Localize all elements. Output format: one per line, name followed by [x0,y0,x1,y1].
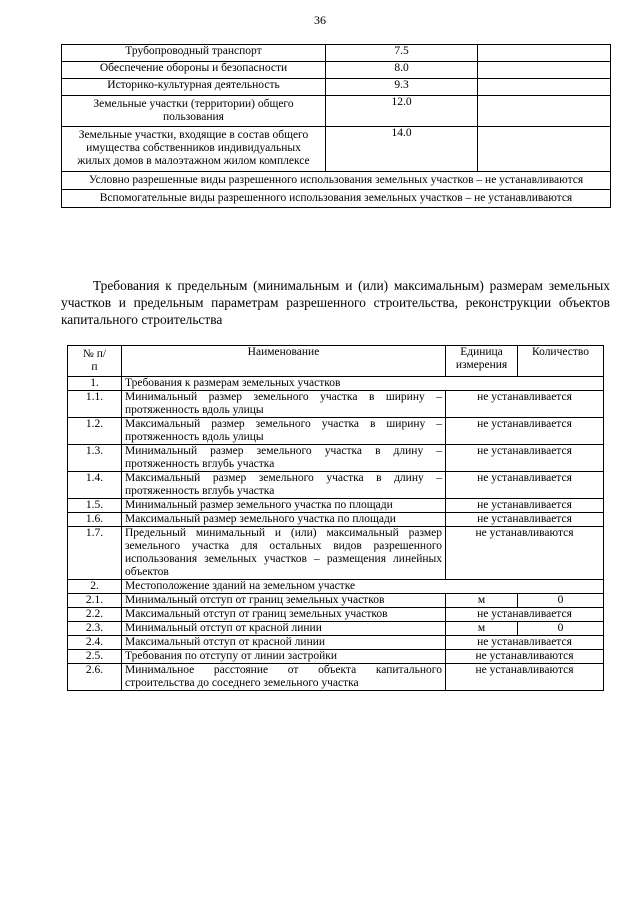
param-value: не устанавливается [446,608,604,622]
param-value: не устанавливается [446,499,604,513]
row-number: 2.5. [68,650,122,664]
param-value: не устанавливаются [446,650,604,664]
row-number: 1. [68,377,122,391]
param-value: не устанавливается [446,445,604,472]
row-number: 2.3. [68,622,122,636]
param-value: не устанавливается [446,391,604,418]
param-value: не устанавливается [446,418,604,445]
section-title: Местоположение зданий на земельном участке [122,580,604,594]
section-row [68,580,604,594]
table-row [62,79,611,96]
use-name: Обеспечение обороны и безопасности [62,62,326,79]
param-name: Максимальный размер земельного участка по площади [122,513,446,527]
use-code: 8.0 [326,62,478,79]
table-row [62,96,611,127]
table-row [68,608,604,622]
param-name: Минимальное расстояние от объекта капитального строительства до соседнего земельного участка [122,664,446,691]
use-code: 12.0 [326,96,478,127]
use-name: Трубопроводный транспорт [62,45,326,62]
table-row [68,445,604,472]
use-name: Земельные участки, входящие в состав общего имущества собственников индивидуальных жилых домов в малоэтажном жилом комплексе [62,127,326,172]
param-name: Минимальный отступ от красной линии [122,622,446,636]
param-value: не устанавливаются [446,527,604,580]
land-use-table [61,44,611,208]
header-num: № п/п [68,346,122,377]
param-name: Минимальный размер земельного участка в ширину – протяженность вдоль улицы [122,391,446,418]
row-number: 2.6. [68,664,122,691]
param-value: не устанавливается [446,513,604,527]
row-number: 1.7. [68,527,122,580]
param-name: Требования по отступу от линии застройки [122,650,446,664]
table-row [68,636,604,650]
row-number: 2.1. [68,594,122,608]
table-row [68,391,604,418]
table-header-row [68,346,604,377]
table-row [68,513,604,527]
conditional-uses-note: Условно разрешенные виды разрешенного использования земельных участков – не устанавливаются [62,172,611,190]
param-name: Предельный минимальный и (или) максимальный размер земельного участка для остальных видов разрешенного использования земельных участков – размещения линейных объектов [122,527,446,580]
row-number: 1.6. [68,513,122,527]
header-unit: Единица измерения [446,346,518,377]
param-name: Максимальный размер земельного участка в длину – протяженность вглубь участка [122,472,446,499]
param-name: Максимальный размер земельного участка в ширину – протяженность вдоль улицы [122,418,446,445]
table-row [68,499,604,513]
table-row [62,127,611,172]
param-qty: 0 [518,594,604,608]
table-row [68,650,604,664]
row-number: 1.1. [68,391,122,418]
row-number: 2.2. [68,608,122,622]
param-qty: 0 [518,622,604,636]
auxiliary-uses-note: Вспомогательные виды разрешенного использования земельных участков – не устанавливаются [62,190,611,208]
use-code: 7.5 [326,45,478,62]
table-row [68,622,604,636]
param-name: Минимальный отступ от границ земельных участков [122,594,446,608]
param-name: Максимальный отступ от красной линии [122,636,446,650]
row-number: 1.5. [68,499,122,513]
param-value: не устанавливаются [446,664,604,691]
table-row [68,472,604,499]
parameters-table [67,345,604,691]
param-name: Максимальный отступ от границ земельных участков [122,608,446,622]
table-row [68,527,604,580]
param-unit: м [446,622,518,636]
table-row [68,418,604,445]
table-row [62,62,611,79]
table-row [62,45,611,62]
param-value: не устанавливается [446,636,604,650]
section-row [68,377,604,391]
table-row [62,190,611,208]
param-name: Минимальный размер земельного участка в длину – протяженность вглубь участка [122,445,446,472]
table-row [68,664,604,691]
row-number: 2. [68,580,122,594]
use-code: 9.3 [326,79,478,96]
table-row [68,594,604,608]
use-code: 14.0 [326,127,478,172]
row-number: 1.4. [68,472,122,499]
param-name: Минимальный размер земельного участка по площади [122,499,446,513]
page-number: 36 [314,13,326,27]
use-name: Земельные участки (территории) общего пользования [62,96,326,127]
section-title: Требования к размерам земельных участков [122,377,604,391]
row-number: 1.3. [68,445,122,472]
requirements-paragraph: Требования к предельным (минимальным и (или) максимальным) размерам земельных участков и предельным параметрам разрешенного строительства, реконструкции объектов капитального строительства [61,278,610,327]
header-name: Наименование [122,346,446,377]
table-row [62,172,611,190]
header-qty: Количество [518,346,604,377]
row-number: 1.2. [68,418,122,445]
param-unit: м [446,594,518,608]
use-name: Историко-культурная деятельность [62,79,326,96]
param-value: не устанавливается [446,472,604,499]
row-number: 2.4. [68,636,122,650]
